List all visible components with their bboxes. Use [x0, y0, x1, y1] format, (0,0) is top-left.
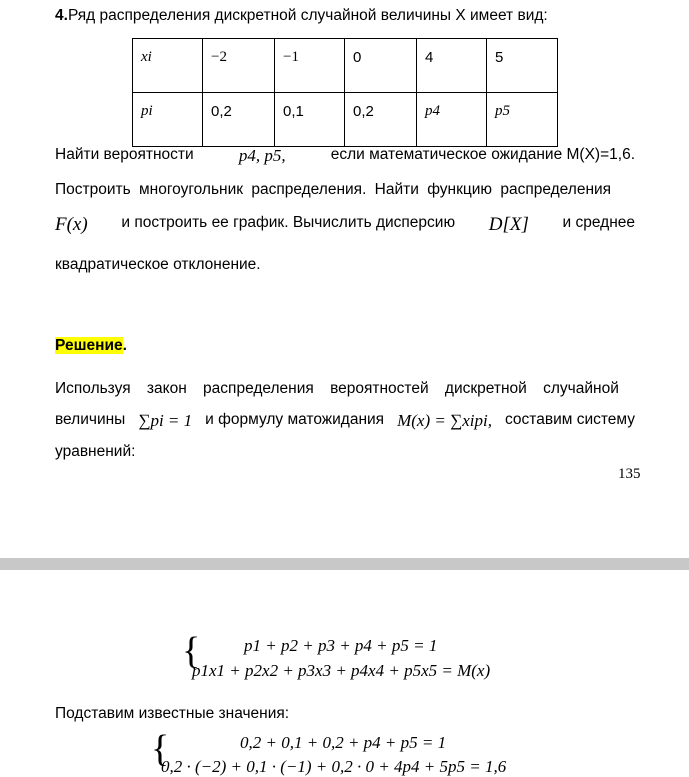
solution-line-3: уравнений: [55, 443, 136, 460]
solution-text: и формулу матожидания [205, 411, 385, 428]
table-row-x [133, 39, 558, 93]
table-cell: p5 [487, 93, 558, 147]
problem-line-1 [55, 146, 635, 166]
system1-eq1: p1 + p2 + p3 + p4 + p5 = 1 [244, 636, 438, 655]
solution-text: составим систему [505, 411, 635, 428]
problem-line-3 [55, 214, 635, 236]
table-cell: −2 [203, 39, 275, 93]
solution-dot: . [122, 337, 127, 354]
problem-text: если математическое ожидание M(X)=1,6. [330, 146, 635, 163]
table-cell: 0 [345, 39, 417, 93]
table-cell: −1 [275, 39, 345, 93]
solution-formula: M(x) = ∑xipi, [397, 411, 492, 430]
problem-text: и среднее [562, 214, 635, 231]
system-brace: { [151, 728, 170, 770]
distribution-table [132, 38, 558, 147]
problem-text: и построить ее график. Вычислить дисперсию [121, 214, 456, 231]
system2-eq1: 0,2 + 0,1 + 0,2 + p4 + p5 = 1 [240, 733, 447, 752]
problem-formula: F(x) [55, 214, 88, 235]
solution-heading [55, 337, 127, 355]
page-number: 135 [618, 466, 641, 482]
system-brace: { [182, 630, 201, 672]
table-cell: pi [133, 93, 203, 147]
task-statement [55, 7, 548, 25]
solution-line-1: Используя закон распределения вероятностей дискретной случайной [55, 380, 619, 397]
table-cell: 0,2 [345, 93, 417, 147]
system2-eq2: 0,2 · (−2) + 0,1 · (−1) + 0,2 · 0 + 4p4 + 5p5 = 1,6 [161, 757, 507, 776]
problem-line-2: Построить многоугольник распределения. Найти функцию распределения [55, 181, 612, 198]
problem-formula: D[X] [488, 214, 529, 235]
solution-line-2 [55, 411, 635, 431]
table-cell: 4 [417, 39, 487, 93]
table-cell: 0,2 [203, 93, 275, 147]
table-cell: 0,1 [275, 93, 345, 147]
table-cell: p4 [417, 93, 487, 147]
page-2 [0, 570, 689, 777]
substitute-text: Подставим известные значения: [55, 705, 290, 722]
problem-formula: p4, p5, [238, 146, 286, 165]
system1-eq2: p1x1 + p2x2 + p3x3 + p4x4 + p5x5 = M(x) [192, 661, 491, 680]
solution-text: величины [55, 411, 126, 428]
table-cell: xi [133, 39, 203, 93]
table-cell: 5 [487, 39, 558, 93]
problem-text: Найти вероятности [55, 146, 194, 163]
problem-line-4: квадратическое отклонение. [55, 256, 261, 273]
page-separator [0, 558, 689, 570]
task-number: 4. [55, 7, 68, 24]
solution-formula: ∑pi = 1 [138, 411, 193, 430]
task-text: Ряд распределения дискретной случайной величины X имеет вид: [67, 7, 548, 24]
table-row-p [133, 93, 558, 147]
solution-label: Решение [55, 337, 123, 354]
